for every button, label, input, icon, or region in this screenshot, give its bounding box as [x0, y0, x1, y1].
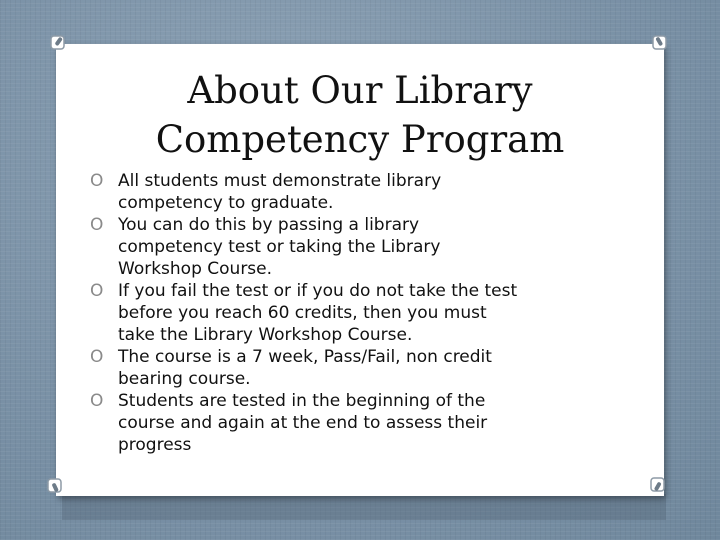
bullet-item [90, 390, 618, 456]
bullet-marker: O [90, 391, 104, 411]
bullet-text-line: course and again at the end to assess their [118, 413, 488, 433]
bullet-text-line: take the Library Workshop Course. [118, 325, 413, 345]
bullet-marker: O [90, 215, 104, 235]
slide-title [60, 66, 660, 164]
bullet-marker: O [90, 347, 104, 367]
pushpin-icon [46, 477, 64, 495]
pushpin-icon [651, 34, 669, 52]
bullet-text-line: competency to graduate. [118, 193, 334, 213]
bullet-marker: O [90, 171, 104, 191]
bullet-item [90, 280, 618, 346]
bullet-text-line: Workshop Course. [118, 259, 273, 279]
bullet-text-line: competency test or taking the Library [118, 237, 441, 257]
bullet-item [90, 170, 618, 214]
card-shadow [62, 494, 666, 520]
bullet-item [90, 346, 618, 390]
pushpin-icon [649, 476, 667, 494]
bullet-text-line: before you reach 60 credits, then you must [118, 303, 487, 323]
bullet-item [90, 214, 618, 280]
bullet-text-line: All students must demonstrate library [118, 171, 442, 191]
pushpin-icon [49, 34, 67, 52]
slide-title-line: About Our Library [187, 69, 533, 112]
bullet-text-line: If you fail the test or if you do not take the test [118, 281, 518, 301]
bullet-marker: O [90, 281, 104, 301]
bullet-text-line: The course is a 7 week, Pass/Fail, non credit [118, 347, 492, 367]
slide-title-line: Competency Program [155, 118, 565, 161]
bullet-list [90, 170, 618, 456]
bullet-text-line: bearing course. [118, 369, 251, 389]
bullet-text-line: Students are tested in the beginning of the [118, 391, 486, 411]
bullet-text-line: You can do this by passing a library [118, 215, 420, 235]
bullet-text-line: progress [118, 435, 192, 455]
